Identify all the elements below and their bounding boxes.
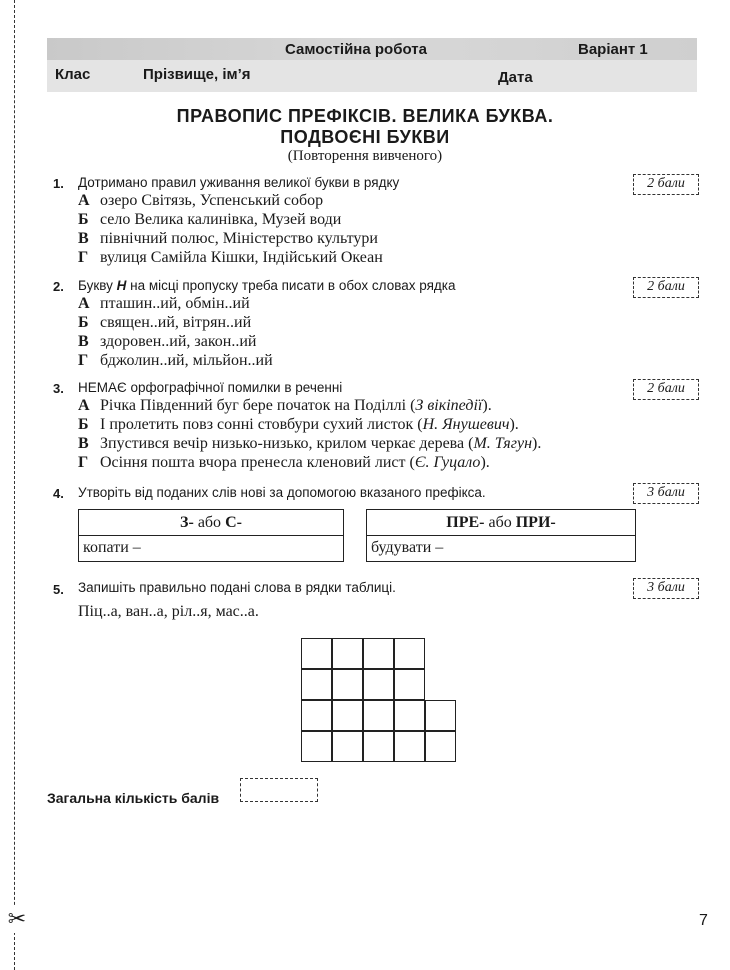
option-a[interactable]: А Річка Південний буг бере початок на Поділлі (З вікіпедії). — [78, 397, 492, 414]
option-b[interactable]: Б священ..ий, вітрян..ий — [78, 314, 252, 331]
grid-cell[interactable] — [301, 638, 332, 669]
grid-cell[interactable] — [363, 731, 394, 762]
points-box: 2 бали — [633, 174, 699, 195]
question-number: 5. — [53, 582, 64, 597]
table-answer-cell[interactable]: будувати – — [371, 539, 444, 556]
date-label: Дата — [498, 69, 533, 86]
grid-cell[interactable] — [332, 669, 363, 700]
question-number: 1. — [53, 176, 64, 191]
option-c[interactable]: В Зпустився вечір низько-низько, крилом черкає дерева (М. Тягун). — [78, 435, 542, 452]
table-header: ПРЕ- або ПРИ- — [367, 510, 635, 536]
question-number: 4. — [53, 486, 64, 501]
prefix-table-left — [78, 509, 344, 562]
points-box: 3 бали — [633, 483, 699, 504]
option-b[interactable]: Б І пролетить повз сонні стовбури сухий листок (Н. Янушевич). — [78, 416, 519, 433]
grid-cell[interactable] — [363, 700, 394, 731]
grid-cell[interactable] — [332, 700, 363, 731]
points-box: 2 бали — [633, 277, 699, 298]
grid-cell[interactable] — [394, 638, 425, 669]
page-title-line1: ПРАВОПИС ПРЕФІКСІВ. ВЕЛИКА БУКВА. — [176, 106, 554, 126]
page-number: 7 — [699, 912, 708, 929]
option-b[interactable]: Б село Велика калинівка, Музей води — [78, 211, 342, 228]
page-subtitle: (Повторення вивченого) — [287, 148, 443, 164]
option-a[interactable]: А пташин..ий, обмін..ий — [78, 295, 250, 312]
page-title-line2: ПОДВОЄНІ БУКВИ — [280, 127, 450, 147]
question-number: 2. — [53, 279, 64, 294]
name-label: Прізвище, ім’я — [143, 66, 251, 83]
option-a[interactable]: А озеро Світязь, Успенський собор — [78, 192, 324, 209]
question-text: НЕМАЄ орфографічної помилки в реченні — [78, 380, 343, 395]
option-d[interactable]: Г бджолин..ий, мільйон..ий — [78, 352, 273, 369]
grid-cell[interactable] — [363, 638, 394, 669]
grid-cell[interactable] — [425, 700, 456, 731]
grid-cell[interactable] — [425, 731, 456, 762]
words-to-write: Піц..а, ван..а, ріл..я, мас..а. — [78, 603, 259, 620]
header-band — [47, 38, 697, 92]
grid-cell[interactable] — [332, 731, 363, 762]
grid-cell[interactable] — [332, 638, 363, 669]
option-d[interactable]: Г Осіння пошта вчора пренесла кленовий лист (Є. Гуцало). — [78, 454, 490, 471]
points-box: 2 бали — [633, 379, 699, 400]
table-answer-cell[interactable]: копати – — [83, 539, 141, 556]
scissors-icon: ✂ — [7, 906, 27, 931]
table-header: З- або С- — [79, 510, 343, 536]
prefix-table-right — [366, 509, 636, 562]
variant-label: Варіант 1 — [578, 41, 648, 58]
grid-cell[interactable] — [301, 669, 332, 700]
class-label: Клас — [55, 66, 91, 83]
option-c[interactable]: В північний полюс, Міністерство культури — [78, 230, 378, 247]
grid-cell[interactable] — [394, 669, 425, 700]
option-c[interactable]: В здоровен..ий, закон..ий — [78, 333, 257, 350]
grid-cell[interactable] — [301, 700, 332, 731]
question-text: Букву Н на місці пропуску треба писати в обох словах рядка — [78, 278, 456, 293]
total-points-label: Загальна кількість балів — [47, 790, 220, 806]
total-points-box[interactable] — [240, 778, 318, 802]
points-box: 3 бали — [633, 578, 699, 599]
grid-cell[interactable] — [394, 731, 425, 762]
question-number: 3. — [53, 381, 64, 396]
grid-cell[interactable] — [301, 731, 332, 762]
question-text: Запишіть правильно подані слова в рядки таблиці. — [78, 580, 396, 595]
grid-cell[interactable] — [363, 669, 394, 700]
grid-cell[interactable] — [394, 700, 425, 731]
question-text: Дотримано правил уживання великої букви в рядку — [78, 175, 400, 190]
option-d[interactable]: Г вулиця Самійла Кішки, Індійський Океан — [78, 249, 383, 266]
question-text: Утворіть від поданих слів нові за допомогою вказаного префікса. — [78, 485, 486, 500]
work-type: Самостійна робота — [285, 41, 427, 58]
